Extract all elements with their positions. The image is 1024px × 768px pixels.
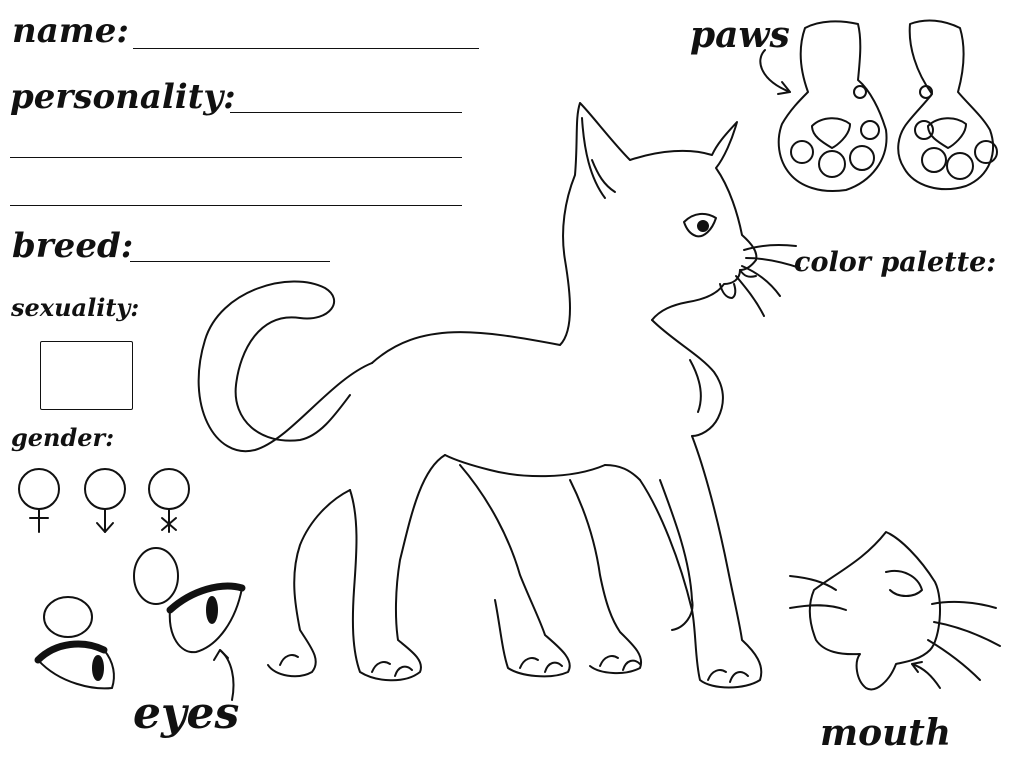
personality-label: personality: (10, 77, 236, 117)
paws-label: paws (690, 14, 790, 56)
cat-lineart (199, 103, 800, 688)
name-line[interactable] (133, 48, 479, 49)
eyes-label: eyes (133, 688, 240, 739)
male-symbol-icon[interactable] (85, 469, 125, 532)
name-label: name: (12, 11, 129, 51)
personality-line-3[interactable] (10, 205, 462, 206)
breed-label: breed: (12, 226, 134, 266)
personality-line-2[interactable] (10, 157, 462, 158)
personality-line-1[interactable] (230, 112, 462, 113)
mouth-label: mouth (820, 712, 952, 754)
paws-illustration (760, 21, 997, 192)
eyes-illustration (38, 548, 242, 700)
female-symbol-icon[interactable] (19, 469, 59, 532)
sexuality-box[interactable] (40, 341, 133, 410)
color-palette-label: color palette: (794, 247, 997, 278)
mouth-illustration (790, 532, 1000, 689)
other-gender-symbol-icon[interactable] (149, 469, 189, 532)
gender-label: gender: (11, 423, 115, 452)
sexuality-label: sexuality: (11, 293, 140, 322)
breed-line[interactable] (130, 261, 330, 262)
